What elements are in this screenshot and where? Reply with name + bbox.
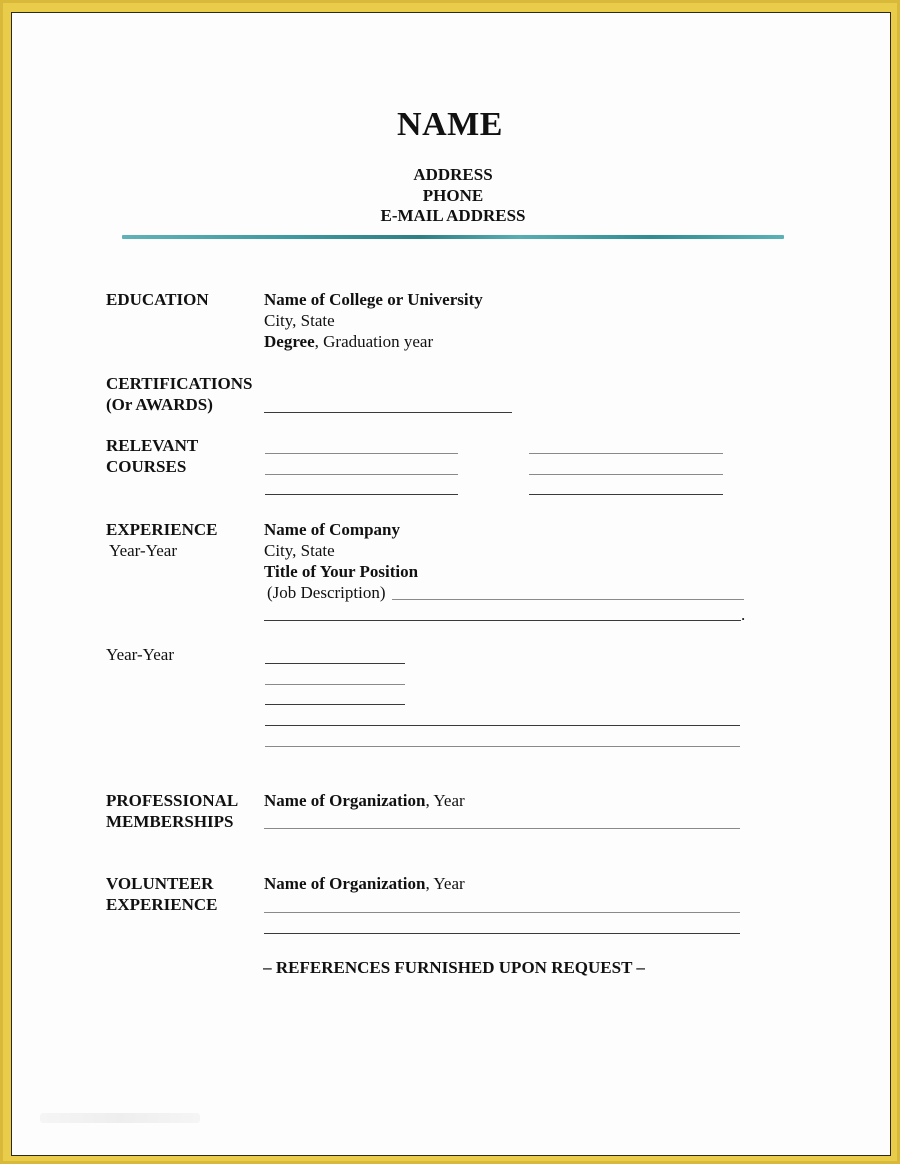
experience-blank-line [265,725,740,726]
certifications-label: CERTIFICATIONS [106,374,253,393]
education-school: Name of College or University [264,290,483,309]
course-blank-line [265,474,458,475]
job-description-blank-line [392,599,744,600]
experience-location: City, State [264,541,335,560]
volunteer-blank-line [264,912,740,913]
membership-org-name: Name of Organization [264,791,426,810]
experience-position: Title of Your Position [264,562,419,581]
resume-name: NAME [397,106,503,143]
experience-years-1: Year-Year [109,541,177,560]
experience-blank-line [265,704,405,705]
course-blank-line [529,474,723,475]
course-blank-line [265,453,458,454]
volunteer-blank-line [264,933,740,934]
line-end-period: . [741,605,746,624]
membership-org-year: , Year [425,791,465,810]
faint-watermark [40,1113,200,1123]
experience-company: Name of Company [264,520,400,539]
experience-blank-line [265,684,405,685]
resume-email: E-MAIL ADDRESS [380,206,526,225]
memberships-label: PROFESSIONAL [106,791,239,810]
certifications-blank-line [264,412,512,413]
references-note: – REFERENCES FURNISHED UPON REQUEST – [263,958,645,977]
resume-phone: PHONE [422,186,484,205]
job-description-blank-line [264,620,741,621]
degree-year: , Graduation year [314,332,434,351]
education-label: EDUCATION [106,290,209,309]
volunteer-org-name: Name of Organization [264,874,426,893]
experience-job-description: (Job Description) [267,583,386,602]
memberships-sublabel: MEMBERSHIPS [106,812,234,831]
courses-sublabel: COURSES [106,457,187,476]
certifications-sublabel: (Or AWARDS) [106,395,213,414]
volunteer-sublabel: EXPERIENCE [106,895,218,914]
experience-label: EXPERIENCE [106,520,218,539]
memberships-blank-line [264,828,740,829]
volunteer-label: VOLUNTEER [106,874,214,893]
experience-years-2: Year-Year [106,645,174,664]
header-divider [122,235,784,239]
experience-blank-line [265,663,405,664]
degree-label: Degree [264,332,315,351]
education-location: City, State [264,311,335,330]
course-blank-line [529,453,723,454]
education-degree [264,332,433,352]
course-blank-line [529,494,723,495]
courses-label: RELEVANT [106,436,199,455]
course-blank-line [265,494,458,495]
volunteer-org-year: , Year [425,874,465,893]
resume-address: ADDRESS [413,165,493,184]
volunteer-organization [264,874,465,894]
memberships-organization [264,791,465,811]
experience-blank-line [265,746,740,747]
